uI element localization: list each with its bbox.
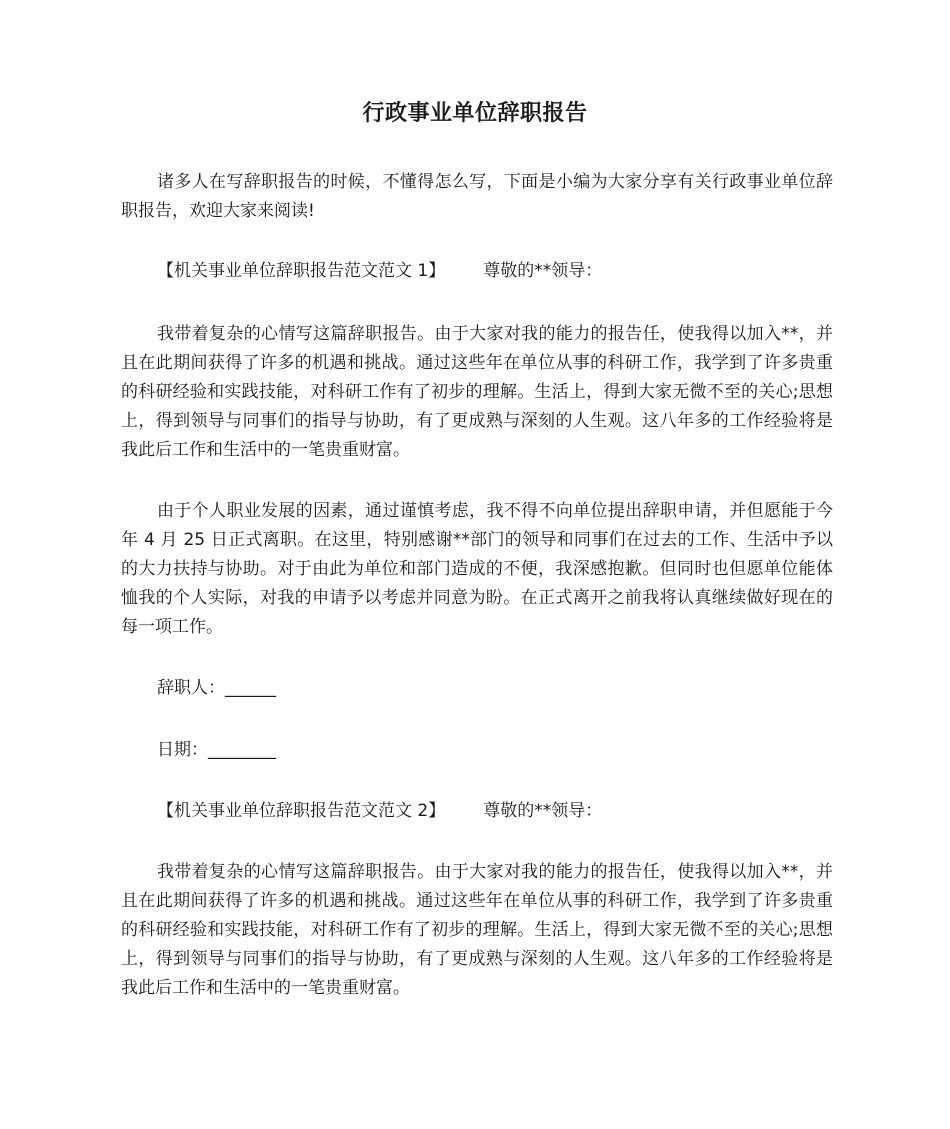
section2-heading-row xyxy=(157,797,602,826)
section2-salutation: 尊敬的**领导： xyxy=(483,801,603,821)
section2-paragraph-1: 我带着复杂的心情写这篇辞职报告。由于大家对我的能力的报告任，使我得以加入**，并且在此期间获得了许多的机遇和挑战。通过这些年在单位从事的科研工作，我学到了许多贵重的科研经验和实践技能，对科研工作有了初步的理解。生活上，得到大家无微不至的关心;思想上，得到领导与同事们的指导与协助，有了更成熟与深刻的人生观。这八年多的工作经验将是我此后工作和生活中的一笔贵重财富。 xyxy=(121,862,833,998)
section2-heading: 【机关事业单位辞职报告范文范文 2】 xyxy=(157,801,446,821)
section1-salutation: 尊敬的**领导： xyxy=(483,261,603,281)
signer-field: 辞职人：______ xyxy=(157,678,276,698)
section1-heading-row xyxy=(157,257,602,286)
section1-paragraph-1: 我带着复杂的心情写这篇辞职报告。由于大家对我的能力的报告任，使我得以加入**，并且在此期间获得了许多的机遇和挑战。通过这些年在单位从事的科研工作，我学到了许多贵重的科研经验和实践技能，对科研工作有了初步的理解。生活上，得到大家无微不至的关心;思想上，得到领导与同事们的指导与协助，有了更成熟与深刻的人生观。这八年多的工作经验将是我此后工作和生活中的一笔贵重财富。 xyxy=(121,324,833,460)
date-field: 日期：________ xyxy=(157,740,276,760)
section1-paragraph-2: 由于个人职业发展的因素，通过谨慎考虑，我不得不向单位提出辞职申请，并但愿能于今年 4 月 25 日正式离职。在这里，特别感谢**部门的领导和同事们在过去的工作、生活中予以的大力扶持与协助。对于由此为单位和部门造成的不便，我深感抱歉。但同时也但愿单位能体恤我的个人实际，对我的申请予以考虑并同意为盼。在正式离开之前我将认真继续做好现在的每一项工作。 xyxy=(121,501,833,637)
page-title: 行政事业单位辞职报告 xyxy=(362,101,588,126)
intro-paragraph: 诸多人在写辞职报告的时候，不懂得怎么写，下面是小编为大家分享有关行政事业单位辞职报告，欢迎大家来阅读! xyxy=(121,172,833,221)
section1-heading: 【机关事业单位辞职报告范文范文 1】 xyxy=(157,261,446,281)
